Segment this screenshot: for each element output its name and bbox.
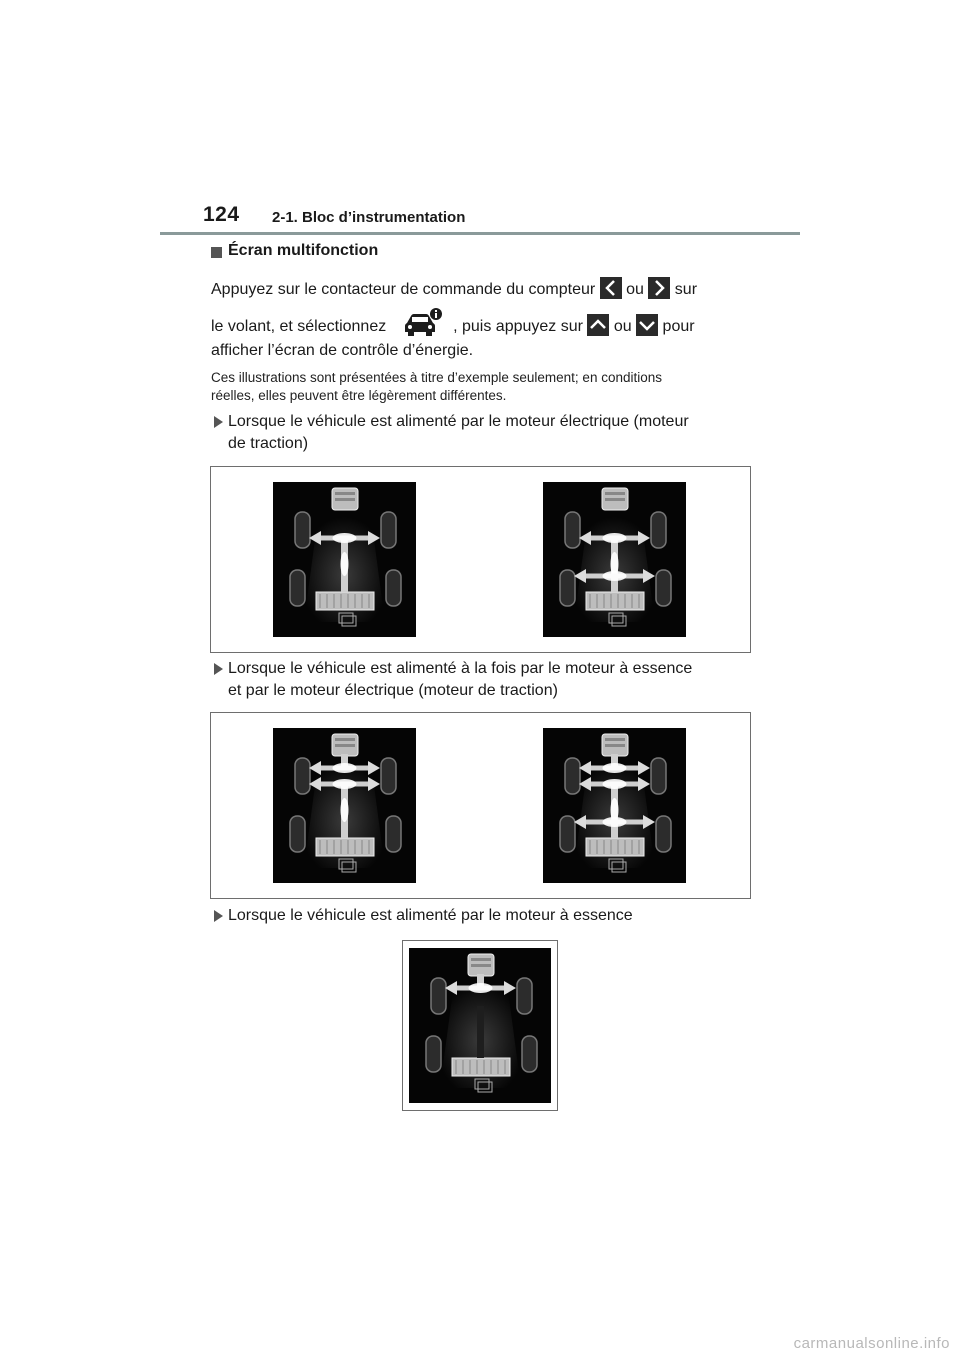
watermark: carmanualsonline.info (793, 1335, 950, 1352)
note-line-2: réelles, elles peuvent être légèrement différentes. (211, 388, 507, 403)
section-title: 2-1. Bloc d’instrumentation (272, 209, 466, 226)
figure-frame-hybrid (210, 712, 751, 899)
case-1-text-line-1: Lorsque le véhicule est alimenté par le moteur électrique (moteur (228, 413, 689, 430)
chevron-right-icon (648, 277, 670, 299)
diagram-gasoline (409, 948, 551, 1103)
square-bullet-icon (211, 247, 222, 258)
figure-frame-gasoline (402, 940, 558, 1111)
chevron-up-icon (587, 314, 609, 336)
case-2-text-line-1: Lorsque le véhicule est alimenté à la fois par le moteur à essence (228, 660, 693, 677)
triangle-bullet-icon (214, 663, 223, 675)
page-number: 124 (203, 203, 240, 226)
section-heading: Écran multifonction (228, 242, 379, 259)
case-1-text-line-2: de traction) (228, 435, 309, 452)
diagram-hybrid-2 (543, 728, 686, 883)
figure-frame-electric (210, 466, 751, 653)
case-3-text-line-1: Lorsque le véhicule est alimenté par le moteur à essence (228, 907, 633, 924)
vehicle-info-icon (391, 311, 449, 339)
diagram-electric-1 (273, 482, 416, 637)
chevron-down-icon (636, 314, 658, 336)
instruction-line-2: le volant, et sélectionnez , puis appuyez sur ou pour (211, 311, 695, 339)
instruction-line-3: afficher l’écran de contrôle d’énergie. (211, 342, 474, 359)
triangle-bullet-icon (214, 910, 223, 922)
chevron-left-icon (600, 277, 622, 299)
diagram-electric-2 (543, 482, 686, 637)
diagram-hybrid-1 (273, 728, 416, 883)
case-2-text-line-2: et par le moteur électrique (moteur de traction) (228, 682, 558, 699)
note-line-1: Ces illustrations sont présentées à titre d’exemple seulement; en conditions (211, 370, 662, 385)
instruction-line-1: Appuyez sur le contacteur de commande du compteur ou sur (211, 277, 697, 300)
triangle-bullet-icon (214, 416, 223, 428)
header-divider (160, 232, 800, 235)
